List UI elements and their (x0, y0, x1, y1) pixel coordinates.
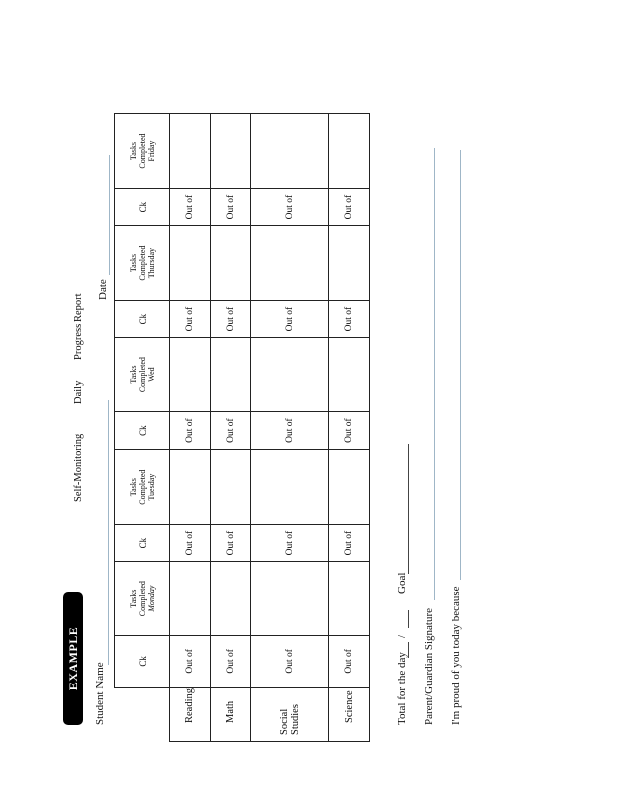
ck-cell[interactable]: Out of (329, 301, 370, 338)
tasks-cell[interactable] (329, 338, 370, 412)
total-possible-blank[interactable] (408, 610, 409, 628)
header-tasks-wed: Tasks Completed Wed (115, 338, 170, 412)
title-daily: Daily (73, 380, 84, 404)
header-tasks-friday: Tasks Completed Friday (115, 114, 170, 189)
table-row (210, 114, 251, 742)
ck-cell[interactable]: Out of (210, 525, 251, 562)
example-badge: EXAMPLE (63, 592, 83, 725)
subject-math: Math (210, 687, 251, 741)
header-ck: Ck (115, 412, 170, 450)
ck-cell[interactable]: Out of (210, 189, 251, 226)
tasks-cell[interactable] (170, 226, 211, 301)
ck-cell[interactable]: Out of (170, 525, 211, 562)
tasks-cell[interactable] (251, 226, 329, 301)
ck-cell[interactable]: Out of (251, 412, 329, 450)
ck-cell[interactable]: Out of (210, 412, 251, 450)
tasks-cell[interactable] (251, 562, 329, 636)
ck-cell[interactable]: Out of (251, 301, 329, 338)
ck-cell[interactable]: Out of (170, 412, 211, 450)
title-progress: Progress (73, 323, 84, 360)
table-row (329, 114, 370, 742)
ck-cell[interactable]: Out of (329, 525, 370, 562)
tasks-cell[interactable] (251, 114, 329, 189)
subject-science: Science (329, 687, 370, 741)
goal-blank[interactable] (408, 444, 409, 574)
tasks-cell[interactable] (329, 114, 370, 189)
total-completed-blank[interactable] (408, 642, 409, 658)
header-ck: Ck (115, 189, 170, 226)
title-report: Report (73, 293, 84, 322)
ck-cell[interactable]: Out of (329, 412, 370, 450)
tasks-cell[interactable] (170, 450, 211, 525)
tasks-cell[interactable] (170, 562, 211, 636)
table-row (170, 114, 211, 742)
progress-table (114, 113, 370, 742)
signature-label: Parent/Guardian Signature (423, 608, 435, 725)
header-ck: Ck (115, 525, 170, 562)
date-line[interactable] (109, 155, 110, 275)
ck-cell[interactable]: Out of (329, 636, 370, 687)
header-ck: Ck (115, 301, 170, 338)
tasks-cell[interactable] (210, 338, 251, 412)
tasks-cell[interactable] (210, 562, 251, 636)
ck-cell[interactable]: Out of (170, 189, 211, 226)
corner-cell (115, 687, 170, 741)
header-tasks-monday: Tasks Completed Monday (115, 562, 170, 636)
student-name-line[interactable] (108, 400, 109, 665)
tasks-cell[interactable] (251, 338, 329, 412)
ck-cell[interactable]: Out of (210, 301, 251, 338)
goal-label: Goal (396, 572, 408, 594)
table-row (251, 114, 329, 742)
ck-cell[interactable]: Out of (170, 301, 211, 338)
ck-cell[interactable]: Out of (170, 636, 211, 687)
tasks-cell[interactable] (251, 450, 329, 525)
header-ck: Ck (115, 636, 170, 687)
header-tasks-thursday: Tasks Completed Thursday (115, 226, 170, 301)
ck-cell[interactable]: Out of (251, 525, 329, 562)
ck-cell[interactable]: Out of (329, 189, 370, 226)
tasks-cell[interactable] (210, 450, 251, 525)
total-label: Total for the day (396, 652, 408, 725)
ck-cell[interactable]: Out of (251, 636, 329, 687)
subject-reading: Reading (170, 687, 211, 741)
header-tasks-tuesday: Tasks Completed Tuesday (115, 450, 170, 525)
subject-social-studies: Social Studies (251, 687, 329, 741)
signature-line[interactable] (434, 148, 435, 600)
ck-cell[interactable]: Out of (251, 189, 329, 226)
tasks-cell[interactable] (170, 114, 211, 189)
tasks-cell[interactable] (329, 562, 370, 636)
student-name-label: Student Name (94, 662, 106, 725)
tasks-cell[interactable] (210, 226, 251, 301)
tasks-cell[interactable] (170, 338, 211, 412)
title-self-monitoring: Self-Monitoring (73, 433, 84, 502)
total-separator: / (396, 634, 408, 638)
date-label: Date (97, 279, 109, 300)
tasks-cell[interactable] (329, 226, 370, 301)
tasks-cell[interactable] (329, 450, 370, 525)
ck-cell[interactable]: Out of (210, 636, 251, 687)
proud-label: I'm proud of you today because (450, 586, 462, 725)
proud-line[interactable] (460, 150, 461, 580)
tasks-cell[interactable] (210, 114, 251, 189)
table-header-row (115, 114, 170, 742)
